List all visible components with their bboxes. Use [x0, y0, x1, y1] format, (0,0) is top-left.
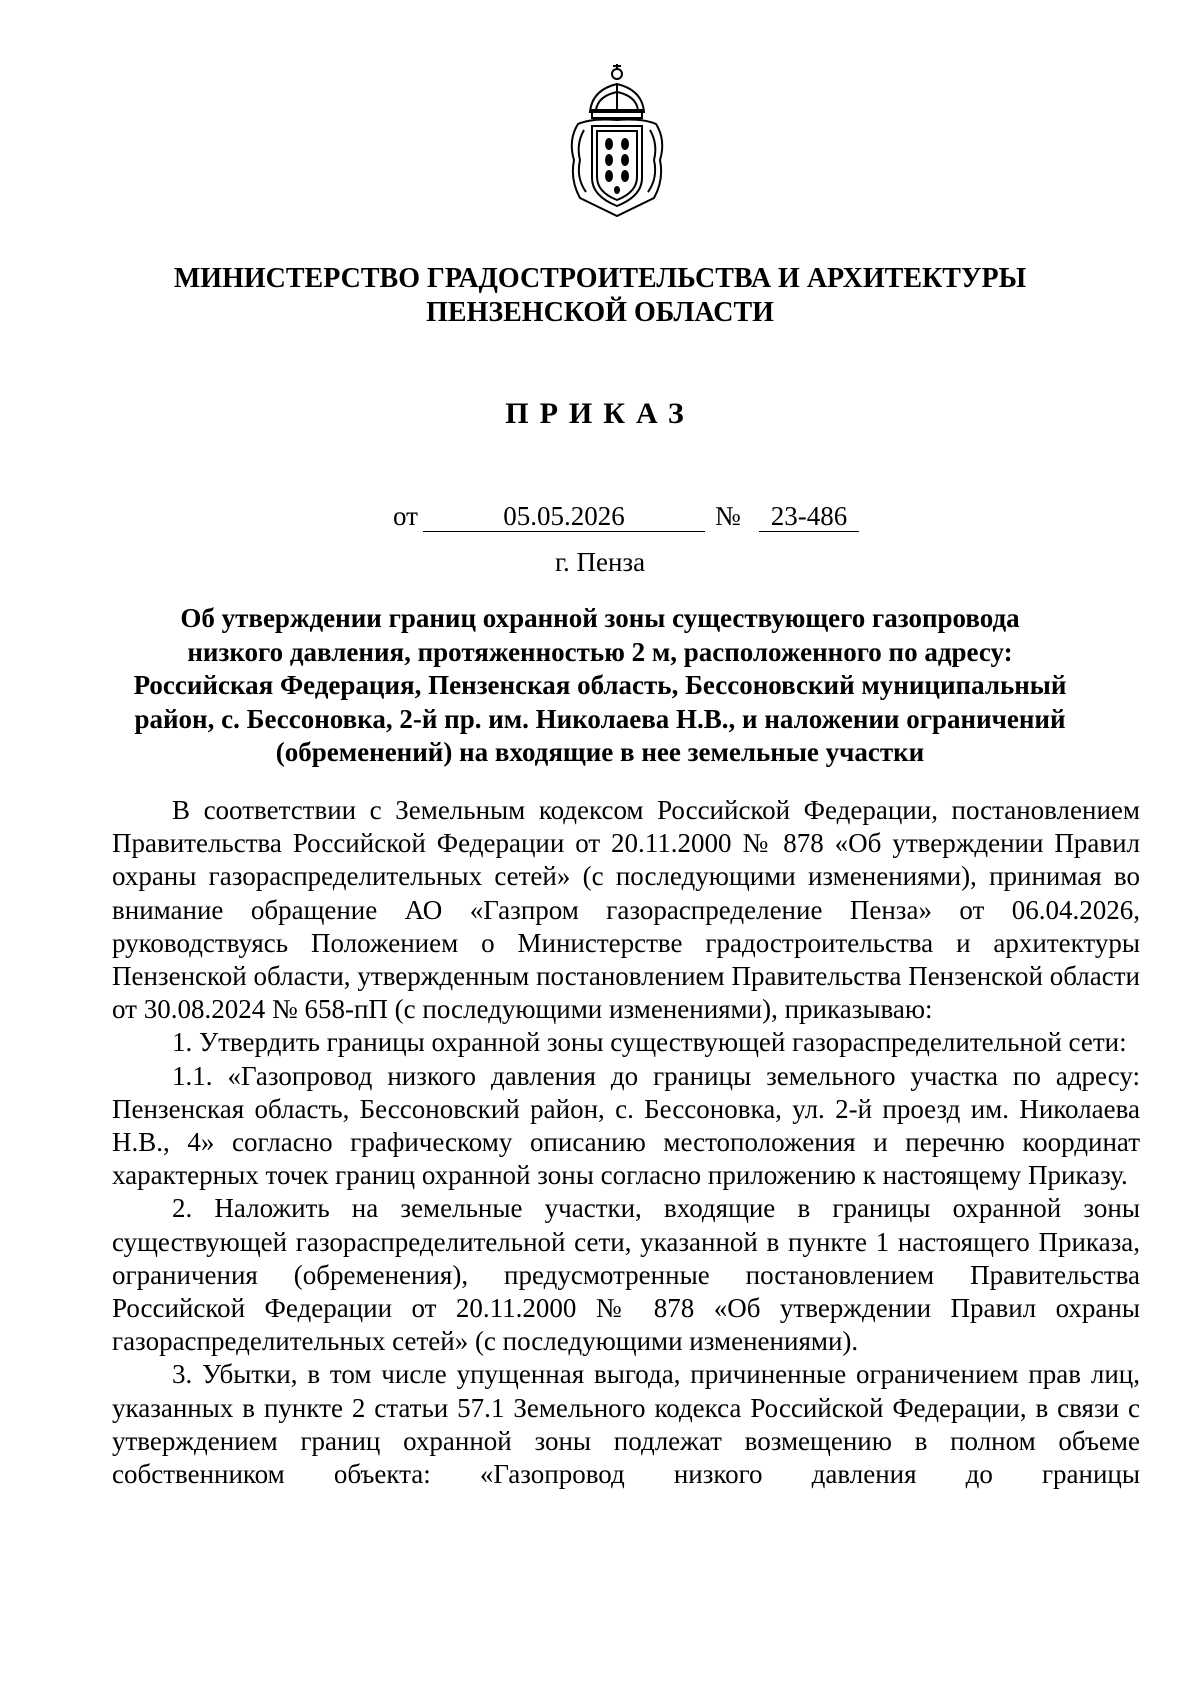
ministry-name — [100, 262, 1100, 330]
order-subject — [110, 602, 1090, 770]
subject-line: Об утверждении границ охранной зоны существующего газопровода — [180, 603, 1020, 633]
date-label: от — [393, 501, 418, 531]
ministry-name-line1: МИНИСТЕРСТВО ГРАДОСТРОИТЕЛЬСТВА И АРХИТЕКТУРЫ — [173, 263, 1027, 294]
preamble-paragraph: В соответствии с Земельным кодексом Российской Федерации, постановлением Правительства Российской Федерации от 20.11.2000 № 878 «Об утверждении Правил охраны газораспределительных сетей» (с последующими изменениями), принимая во внимание обращение АО «Газпром газораспределение Пенза» от 06.04.2026, руководствуясь Положением о Министерстве градостроительства и архитектуры Пензенской области, утвержденным постановлением Правительства Пензенской области от 30.08.2024 № 658-пП (с последующими изменениями), приказываю: — [112, 795, 1140, 1025]
item-1-paragraph: 1. Утвердить границы охранной зоны существующей газораспределительной сети: — [172, 1027, 1127, 1058]
order-date: 05.05.2026 — [423, 499, 705, 532]
order-number: 23-486 — [759, 499, 859, 532]
item-2-paragraph: 2. Наложить на земельные участки, входящие в границы охранной зоны существующей газораспределительной сети, указанной в пункте 1 настоящего Приказа, ограничения (обременения), предусмотренные постановлением Правительства Российской Федерации от 20.11.2000 № 878 «Об утверждении Правил охраны газораспределительных сетей» (с последующими изменениями). — [112, 1193, 1140, 1357]
order-title: ПРИКАЗ — [505, 397, 695, 430]
penza-region-coat-of-arms-icon — [562, 60, 672, 220]
subject-line: низкого давления, протяженностью 2 м, расположенного по адресу: — [187, 636, 1013, 667]
item-3-paragraph: 3. Убытки, в том числе упущенная выгода, причиненные ограничением прав лиц, указанных в пункте 2 статьи 57.1 Земельного кодекса Российской Федерации, в связи с утверждением границ охранной зоны подлежат возмещению в полном объеме собственником объекта: «Газопровод низкого давления до границы — [112, 1359, 1140, 1490]
item-1-1-paragraph: 1.1. «Газопровод низкого давления до границы земельного участка по адресу: Пензенская область, Бессоновский район, с. Бессоновка, ул. 2-й проезд им. Николаева Н.В., 4» согласно графическому описанию местоположения и перечню координат характерных точек границ охранной зоны согласно приложению к настоящему Приказу. — [112, 1060, 1140, 1191]
order-body — [112, 794, 1140, 1491]
order-city: г. Пенза — [554, 547, 646, 577]
subject-line: район, с. Бессоновка, 2-й пр. им. Николаева Н.В., и наложении ограничений — [134, 703, 1066, 734]
ministry-name-line2: ПЕНЗЕНСКОЙ ОБЛАСТИ — [426, 297, 774, 328]
number-label: № — [715, 501, 741, 531]
subject-line: Российская Федерация, Пензенская область, Бессоновский муниципальный — [133, 670, 1067, 700]
subject-line: (обременений) на входящие в нее земельные участки — [275, 737, 925, 767]
